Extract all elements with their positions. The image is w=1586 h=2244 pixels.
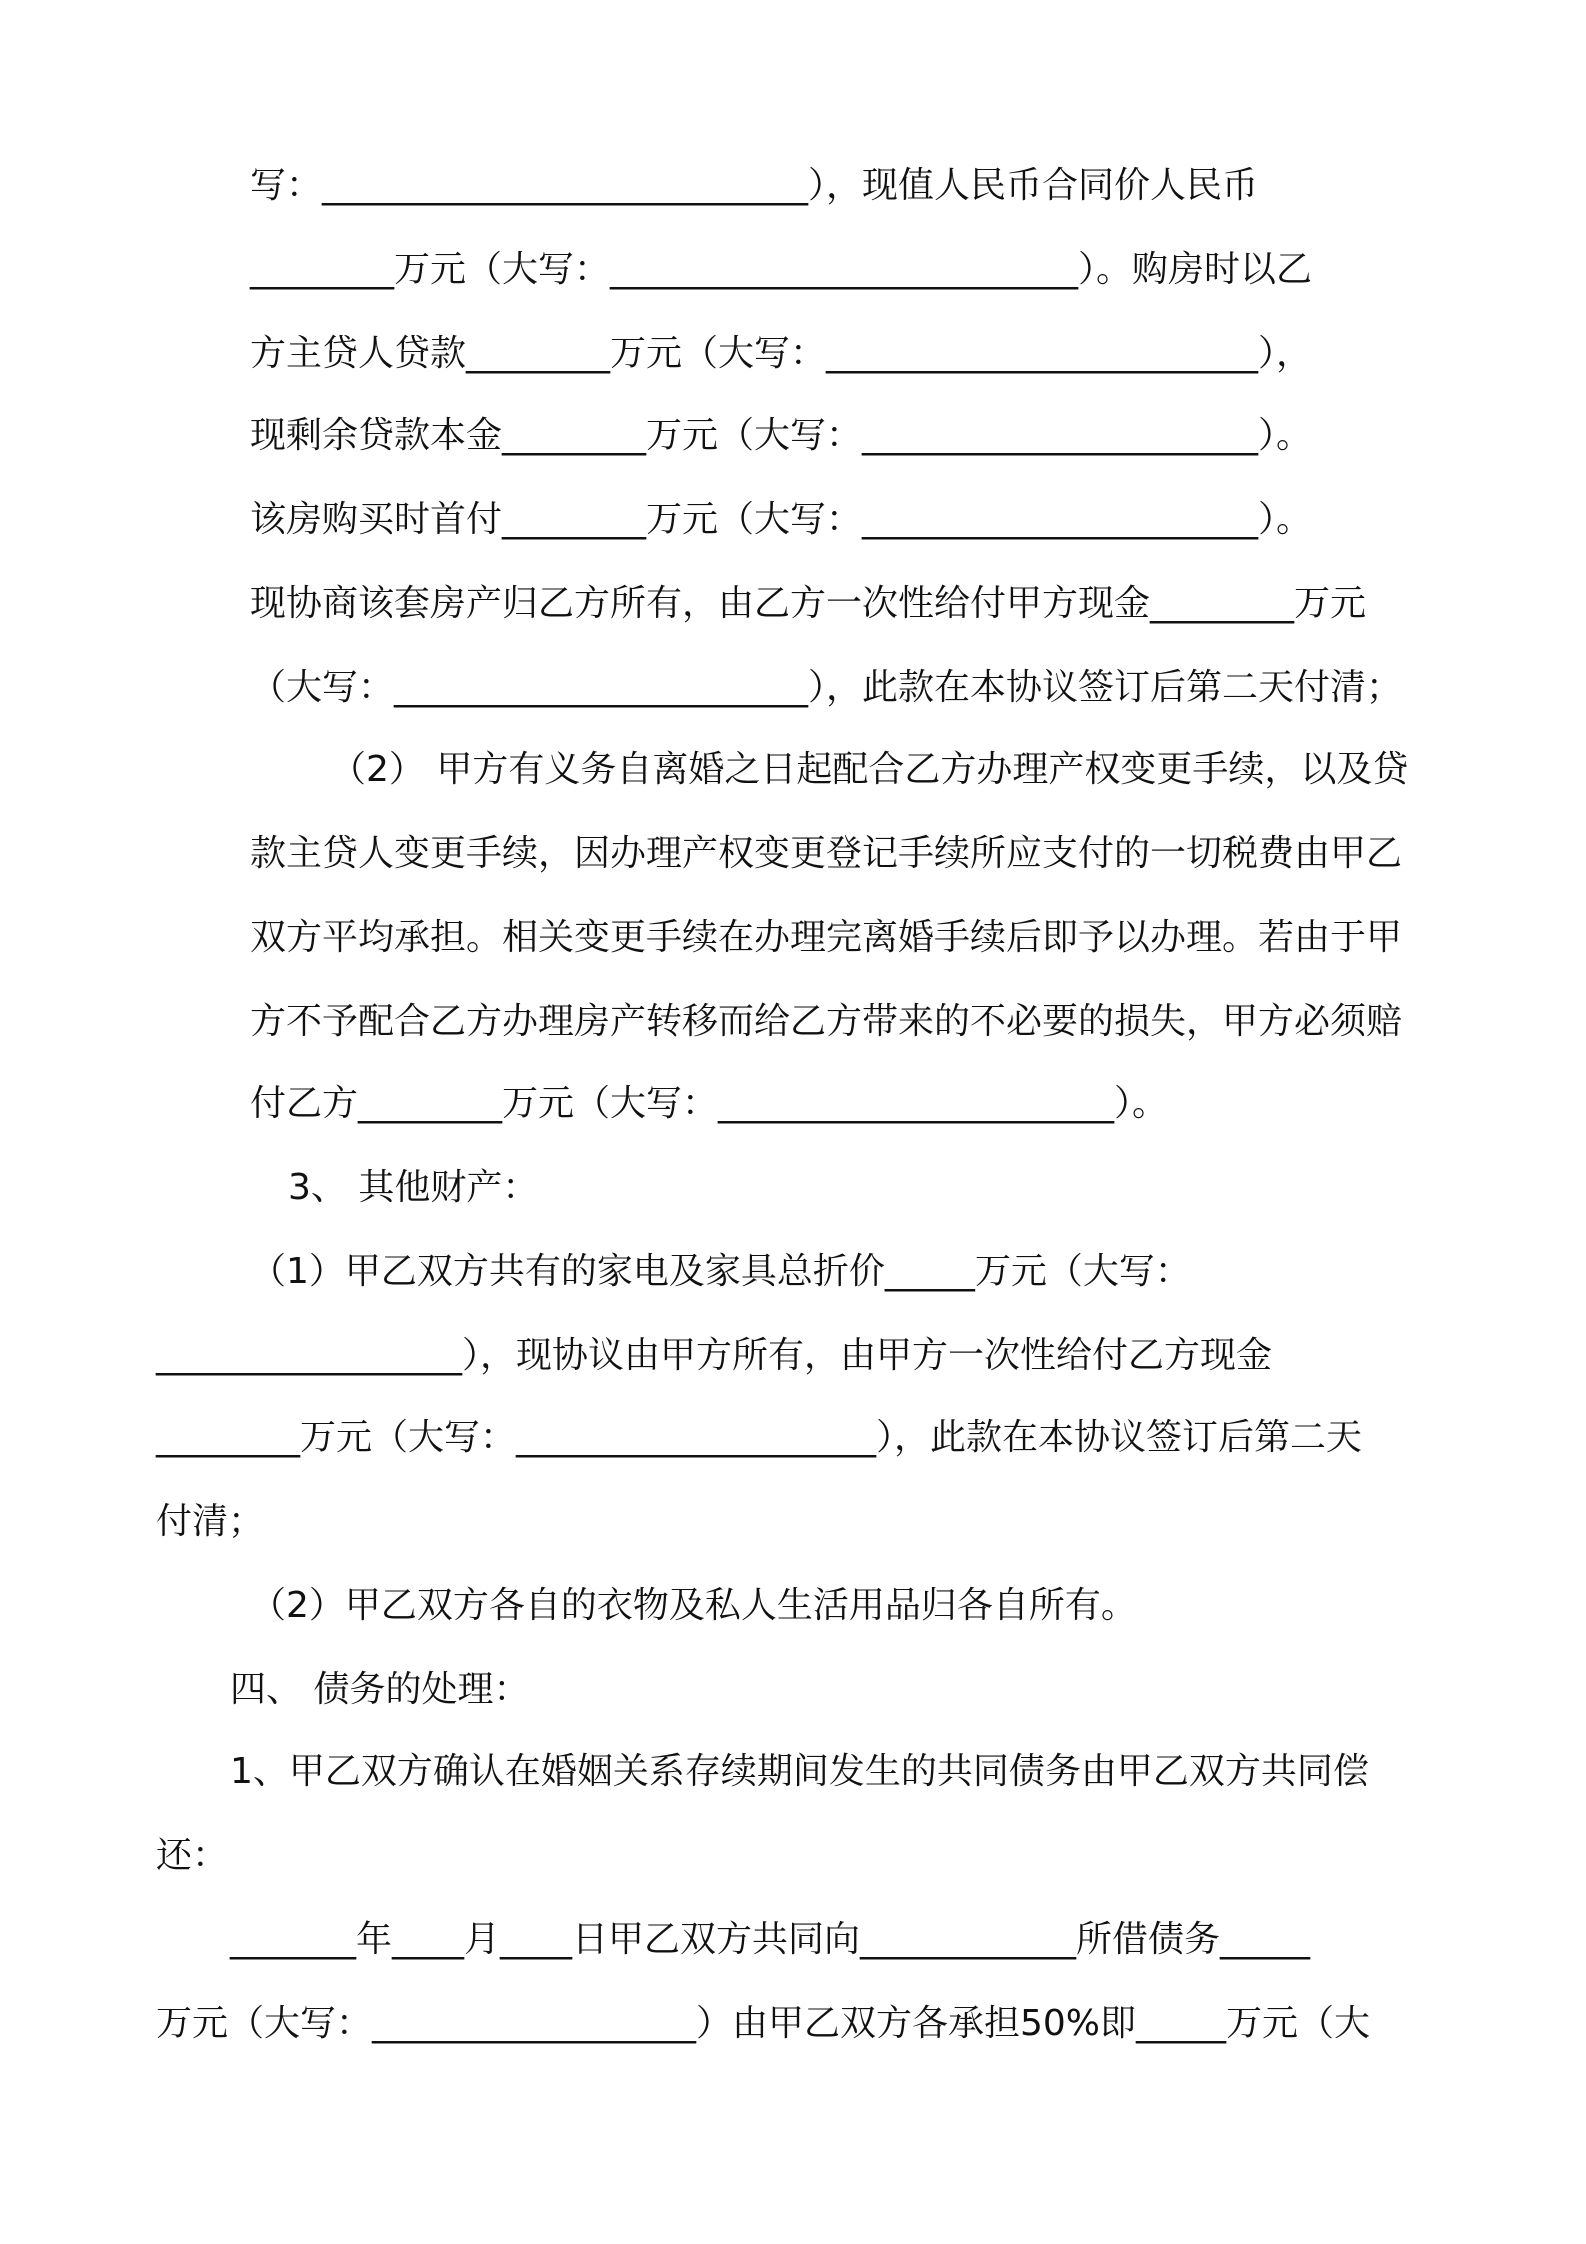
text-line-10: 双方平均承担。相关变更手续在办理完离婚手续后即予以办理。若由于甲 — [250, 917, 1403, 958]
text-line-5: 该房购买时首付________万元（大写：______________________）。 — [250, 499, 1313, 540]
text-line-1-content: 写：___________________________），现值人民币合同价人民币 — [250, 165, 1259, 206]
text-line-4: 现剩余贷款本金________万元（大写：______________________）。 — [250, 415, 1313, 456]
text-line-14-content: （1）甲乙双方共有的家电及家具总折价_____万元（大写： — [250, 1251, 1191, 1292]
text-line-6: 现协商该套房产归乙方所有，由乙方一次性给付甲方现金________万元 — [250, 583, 1367, 624]
text-line-21: 还： — [156, 1835, 229, 1876]
text-line-16: ________万元（大写：____________________），此款在本协议签订后第二天 — [156, 1417, 1363, 1458]
text-line-23: 万元（大写：__________________）由甲乙双方各承担50%即_____万元（大 — [156, 2003, 1371, 2044]
text-line-22: _______年____月____日甲乙双方共同向____________所借债务_____ — [230, 1919, 1311, 1960]
text-line-17: 付清； — [156, 1501, 265, 1542]
text-line-12: 付乙方________万元（大写：______________________）。 — [250, 1083, 1169, 1124]
text-line-2 — [250, 246, 1442, 294]
text-line-3: 方主贷人贷款________万元（大写：________________________）， — [250, 333, 1313, 374]
text-line-14 — [250, 1248, 1442, 1296]
text-line-9: 款主贷人变更手续，因办理产权变更登记手续所应支付的一切税费由甲乙 — [250, 833, 1403, 874]
text-line-20: 1、甲乙双方确认在婚姻关系存续期间发生的共同债务由甲乙双方共同偿 — [230, 1751, 1369, 1792]
text-line-15-content: _________________），现协议由甲方所有，由甲方一次性给付乙方现金 — [156, 1335, 1273, 1376]
text-line-7: （大写：_______________________），此款在本协议签订后第二天付清； — [250, 667, 1403, 708]
text-line-1 — [250, 162, 1442, 210]
text-line-13: 3、 其他财产： — [288, 1167, 539, 1208]
text-line-2-content: ________万元（大写：__________________________）。购房时以乙 — [250, 249, 1313, 290]
text-line-18: （2）甲乙双方各自的衣物及私人生活用品归各自所有。 — [250, 1585, 1137, 1626]
text-line-19: 四、 债务的处理： — [230, 1669, 530, 1710]
text-line-11: 方不予配合乙方办理房产转移而给乙方带来的不必要的损失，甲方必须赔 — [250, 1001, 1403, 1042]
text-line-15 — [156, 1332, 1442, 1380]
text-line-8: （2） 甲方有义务自离婚之日起配合乙方办理产权变更手续，以及贷 — [330, 749, 1409, 790]
